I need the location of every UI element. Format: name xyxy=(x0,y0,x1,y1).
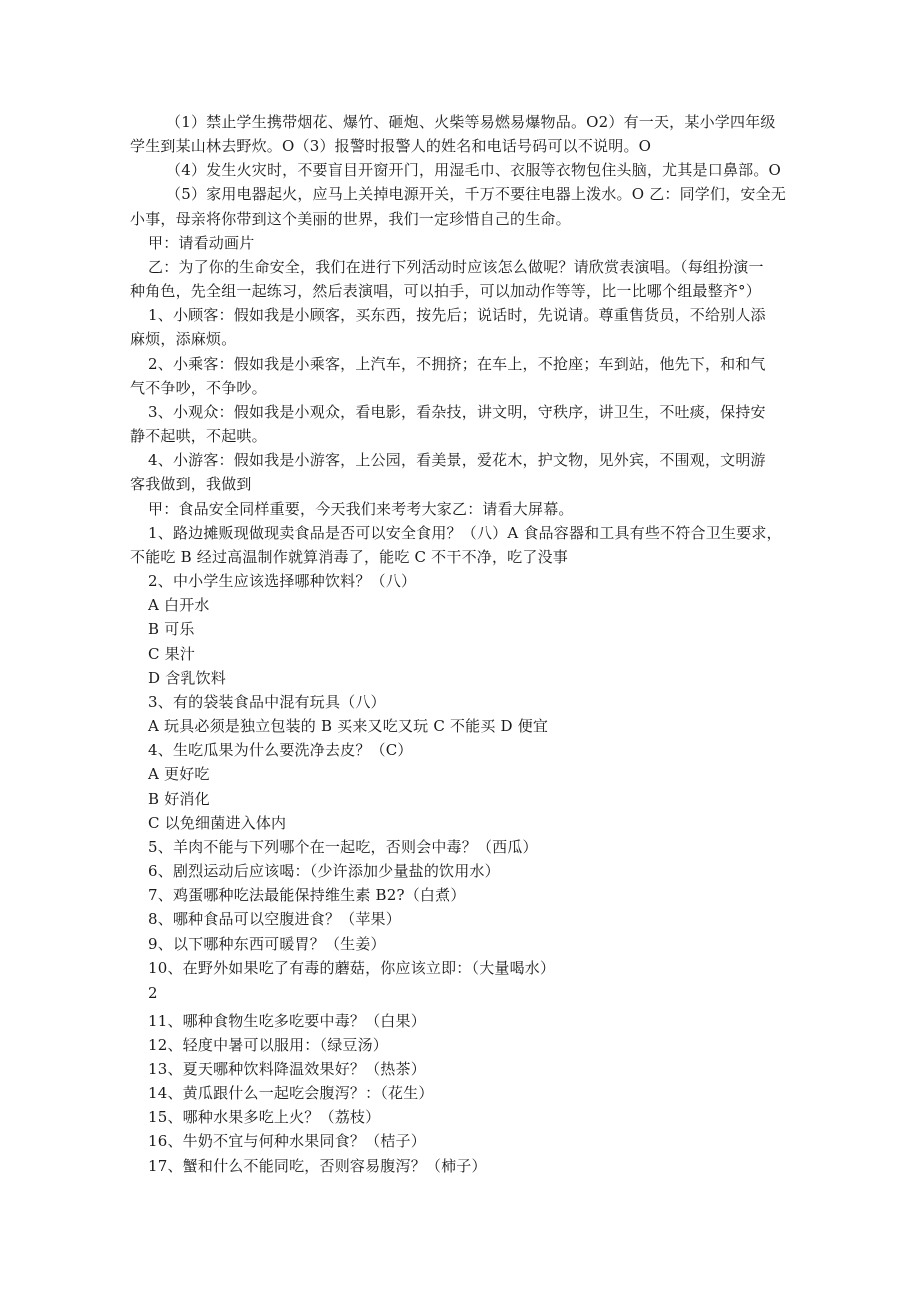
text-line: 12、轻度中暑可以服用：（绿豆汤） xyxy=(148,1036,388,1054)
text-line: 不能吃 B 经过高温制作就算消毒了，能吃 C 不干不净，吃了没事 xyxy=(130,548,568,566)
text-line: 3、小观众：假如我是小观众，看电影，看杂技，讲文明，守秩序，讲卫生，不吐痰，保持安 xyxy=(148,403,766,421)
text-line: 15、哪种水果多吃上火？（荔枝） xyxy=(148,1108,381,1126)
text-line: 2、中小学生应该选择哪种饮料？（八） xyxy=(148,572,417,590)
text-line: A 玩具必须是独立包装的 B 买来又吃又玩 C 不能买 D 便宜 xyxy=(148,717,549,735)
text-line: 7、鸡蛋哪种吃法最能保持维生素 B2?（白煮） xyxy=(148,886,466,904)
text-line: 5、羊肉不能与下列哪个在一起吃，否则会中毒？（西瓜） xyxy=(148,838,538,856)
text-line: B 可乐 xyxy=(148,620,195,638)
text-line: 4、生吃瓜果为什么要洗净去皮？（C） xyxy=(148,741,413,759)
text-line: 3、有的袋装食品中混有玩具（八） xyxy=(148,693,386,711)
text-line: （1）禁止学生携带烟花、爆竹、砸炮、火柴等易燃易爆物品。O2）有一天，某小学四年级 xyxy=(166,113,776,131)
text-line: （5）家用电器起火，应马上关掉电源开关，千万不要往电器上泼水。O 乙：同学们，安全无 xyxy=(166,185,787,203)
text-line: 麻烦，添麻烦。 xyxy=(130,330,237,348)
text-line: 8、哪种食品可以空腹进食？（苹果） xyxy=(148,910,401,928)
text-line: 9、以下哪种东西可暖胃？（生姜） xyxy=(148,935,386,953)
text-line: 静不起哄，不起哄。 xyxy=(130,427,267,445)
text-line: 1、路边摊贩现做现卖食品是否可以安全食用？（八）A 食品容器和工具有些不符合卫生要求， xyxy=(148,524,782,542)
text-line: 14、黄瓜跟什么一起吃会腹泻？：（花生） xyxy=(148,1084,434,1102)
text-line: 13、夏天哪种饮料降温效果好？（热茶） xyxy=(148,1060,426,1078)
text-line: 小事，母亲将你带到这个美丽的世界，我们一定珍惜自己的生命。 xyxy=(130,210,571,228)
page-number: 2 xyxy=(148,984,158,1002)
text-line: C 以免细菌进入体内 xyxy=(148,814,287,832)
text-line: 乙：为了你的生命安全，我们在进行下列活动时应该怎么做呢？请欣赏表演唱。（每组扮演一 xyxy=(148,258,764,276)
text-line: 气不争吵，不争吵。 xyxy=(130,379,267,397)
text-line: C 果汁 xyxy=(148,645,196,663)
text-line: 种角色，先全组一起练习，然后表演唱，可以拍手，可以加动作等等，比一比哪个组最整齐°） xyxy=(130,282,761,300)
text-line: 6、剧烈运动后应该喝：（少许添加少量盐的饮用水） xyxy=(148,862,500,880)
text-line: 4、小游客：假如我是小游客，上公园，看美景，爱花木，护文物，见外宾，不围观，文明游 xyxy=(148,451,766,469)
text-line: 10、在野外如果吃了有毒的蘑菇，你应该立即：（大量喝水） xyxy=(148,959,556,977)
text-line: A 更好吃 xyxy=(148,765,210,783)
text-line: 2、小乘客：假如我是小乘客，上汽车，不拥挤；在车上，不抢座；车到站，他先下，和和气 xyxy=(148,355,766,373)
text-line: 16、牛奶不宜与何种水果同食？（桔子） xyxy=(148,1132,426,1150)
text-line: 客我做到，我做到 xyxy=(130,475,252,493)
text-line: （4）发生火灾时，不要盲目开窗开门，用湿毛巾、衣服等衣物包住头脑，尤其是口鼻部。O xyxy=(166,161,782,179)
text-line: D 含乳饮料 xyxy=(148,669,226,687)
text-line: 甲：食品安全同样重要，今天我们来考考大家乙：请看大屏幕。 xyxy=(148,500,574,518)
text-line: 17、蟹和什么不能同吃，否则容易腹泻？（柿子） xyxy=(148,1157,487,1175)
text-line: B 好消化 xyxy=(148,790,210,808)
text-line: 甲：请看动画片 xyxy=(148,234,255,252)
text-line: 11、哪种食物生吃多吃要中毒？（白果） xyxy=(148,1012,426,1030)
text-line: 学生到某山林去野炊。O（3）报警时报警人的姓名和电话号码可以不说明。O xyxy=(130,137,652,155)
text-line: A 白开水 xyxy=(148,596,210,614)
text-line: 1、小顾客：假如我是小顾客，买东西，按先后；说话时，先说请。尊重售货员，不给别人添 xyxy=(148,306,766,324)
